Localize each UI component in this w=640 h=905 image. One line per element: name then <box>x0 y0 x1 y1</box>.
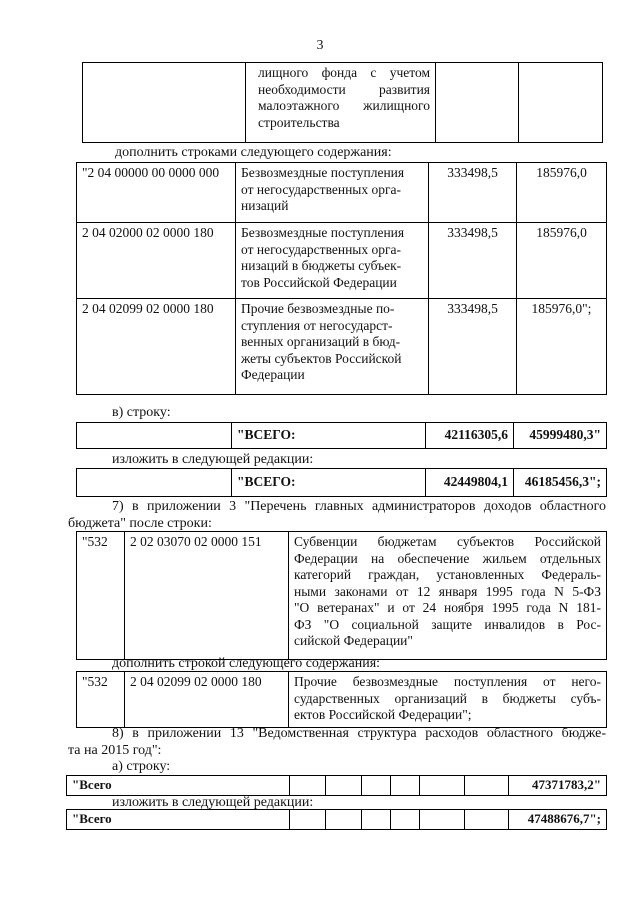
name-line: Федерации <box>241 367 305 382</box>
name-line: низаций в бюджеты субъек- <box>241 258 402 273</box>
name-line: жеты субъектов Российской <box>241 350 402 366</box>
empty-cell <box>362 810 391 830</box>
paragraph-7 <box>68 498 606 532</box>
table-row <box>77 423 607 449</box>
table-admin-row-old <box>76 531 607 660</box>
code-cell <box>83 63 246 143</box>
name-cell <box>236 163 429 223</box>
value-cell: 333498,5 <box>429 163 517 223</box>
empty-cell <box>420 810 465 830</box>
text-cell <box>289 532 607 660</box>
table-total-new <box>76 468 607 497</box>
value-cell <box>436 63 519 143</box>
table-row <box>77 469 607 497</box>
name-line: необходимости развития <box>258 81 430 97</box>
code-cell: 2 04 02099 02 0000 180 <box>77 299 236 395</box>
text-cell <box>289 672 607 728</box>
table-row <box>77 532 607 660</box>
table-added-rows <box>76 162 607 395</box>
table-continuation <box>82 62 603 143</box>
empty-cell <box>290 810 326 830</box>
code-cell: 2 04 02099 02 0000 180 <box>125 672 289 728</box>
text-line: категорий граждан, установленных Федераль- <box>294 567 601 582</box>
table-row <box>67 810 607 830</box>
value-cell: 42116305,6 <box>426 423 514 449</box>
name-line: низаций <box>241 198 289 213</box>
empty-cell <box>290 776 326 796</box>
name-line: строительства <box>258 114 340 130</box>
admin-code-cell: "532 <box>77 672 125 728</box>
code-cell: 2 02 03070 02 0000 151 <box>125 532 289 660</box>
text-line: сударственных организаций в бюджеты субъ- <box>294 690 601 706</box>
text-line: ными законами от 12 января 1995 года N 5-ФЗ <box>294 583 601 599</box>
table-row <box>77 163 607 223</box>
name-line: Безвозмездные поступления <box>241 165 405 180</box>
text-line: ектов Российской Федерации"; <box>294 707 472 722</box>
value-cell: 42449804,1 <box>426 469 514 497</box>
table-row <box>77 672 607 728</box>
table-total-old <box>76 422 607 449</box>
value-cell: 185976,0"; <box>517 299 607 395</box>
page-number: 3 <box>316 38 324 53</box>
empty-cell <box>465 810 509 830</box>
table-dept-total-new <box>66 809 607 830</box>
name-line: ступления от негосударст- <box>241 317 393 333</box>
empty-cell <box>326 776 362 796</box>
instruction-redact: изложить в следующей редакции: <box>112 452 314 467</box>
empty-cell <box>391 810 420 830</box>
total-label: "ВСЕГО: <box>232 423 426 449</box>
empty-cell <box>391 776 420 796</box>
table-admin-row-new <box>76 671 607 728</box>
name-line: венных организаций в бюд- <box>241 334 401 349</box>
name-line: малоэтажного жилищного <box>258 98 430 113</box>
value-cell: 185976,0 <box>517 163 607 223</box>
text-line: Субвенции бюджетам субъектов Российской <box>294 534 601 549</box>
name-line: от негосударственных орга- <box>241 181 402 197</box>
value-cell: 47488676,7"; <box>509 810 607 830</box>
instruction-add-row: дополнить строкой следующего содержания: <box>112 656 381 671</box>
empty-cell <box>420 776 465 796</box>
admin-code-cell: "532 <box>77 532 125 660</box>
value-cell: 47371783,2" <box>509 776 607 796</box>
label-v-row: в) строку: <box>112 405 171 420</box>
empty-cell <box>362 776 391 796</box>
value-cell: 333498,5 <box>429 299 517 395</box>
paragraph-line: 8) в приложении 13 "Ведомственная структура расходов областного бюдже- <box>112 726 606 741</box>
total-label: "ВСЕГО: <box>232 469 426 497</box>
code-cell: 2 04 02000 02 0000 180 <box>77 223 236 299</box>
table-row <box>67 776 607 796</box>
table-row <box>83 63 603 143</box>
table-row <box>77 223 607 299</box>
paragraph-line: та на 2015 год": <box>68 743 162 758</box>
name-line: Прочие безвозмездные по- <box>241 301 395 316</box>
text-line: ФЗ "О социальной защите инвалидов в Рос- <box>294 616 601 632</box>
value-cell: 333498,5 <box>429 223 517 299</box>
name-line: тов Российской Федерации <box>241 274 397 290</box>
empty-cell <box>326 810 362 830</box>
table-dept-total-old <box>66 775 607 796</box>
paragraph-line: 7) в приложении 3 "Перечень главных администраторов доходов областного <box>112 499 606 514</box>
code-cell: "2 04 00000 00 0000 000 <box>77 163 236 223</box>
name-cell <box>246 63 436 143</box>
name-line: от негосударственных орга- <box>241 241 402 257</box>
instruction-redact-2: изложить в следующей редакции: <box>112 795 314 810</box>
empty-cell <box>77 423 232 449</box>
text-line: сийской Федерации" <box>294 633 413 648</box>
value-cell: 185976,0 <box>517 223 607 299</box>
empty-cell <box>77 469 232 497</box>
name-cell <box>236 223 429 299</box>
value-cell <box>519 63 603 143</box>
name-line: лищного фонда с учетом <box>258 65 430 80</box>
table-row <box>77 299 607 395</box>
text-line: "О ветеранах" и от 24 ноября 1995 года N 181- <box>294 600 601 615</box>
value-cell: 45999480,3" <box>514 423 607 449</box>
name-cell <box>236 299 429 395</box>
paragraph-line: бюджета" после строки: <box>68 516 212 531</box>
value-cell: 46185456,3"; <box>514 469 607 497</box>
text-line: Прочие безвозмездные поступления от него- <box>294 674 601 689</box>
total-label: "Всего <box>67 776 290 796</box>
instruction-add-rows: дополнить строками следующего содержания: <box>115 145 392 160</box>
name-line: Безвозмездные поступления <box>241 225 405 240</box>
label-a-row: а) строку: <box>112 759 171 774</box>
total-label: "Всего <box>67 810 290 830</box>
paragraph-8 <box>68 725 606 759</box>
empty-cell <box>465 776 509 796</box>
text-line: Федерации на обеспечение жильем отдельных <box>294 550 601 566</box>
